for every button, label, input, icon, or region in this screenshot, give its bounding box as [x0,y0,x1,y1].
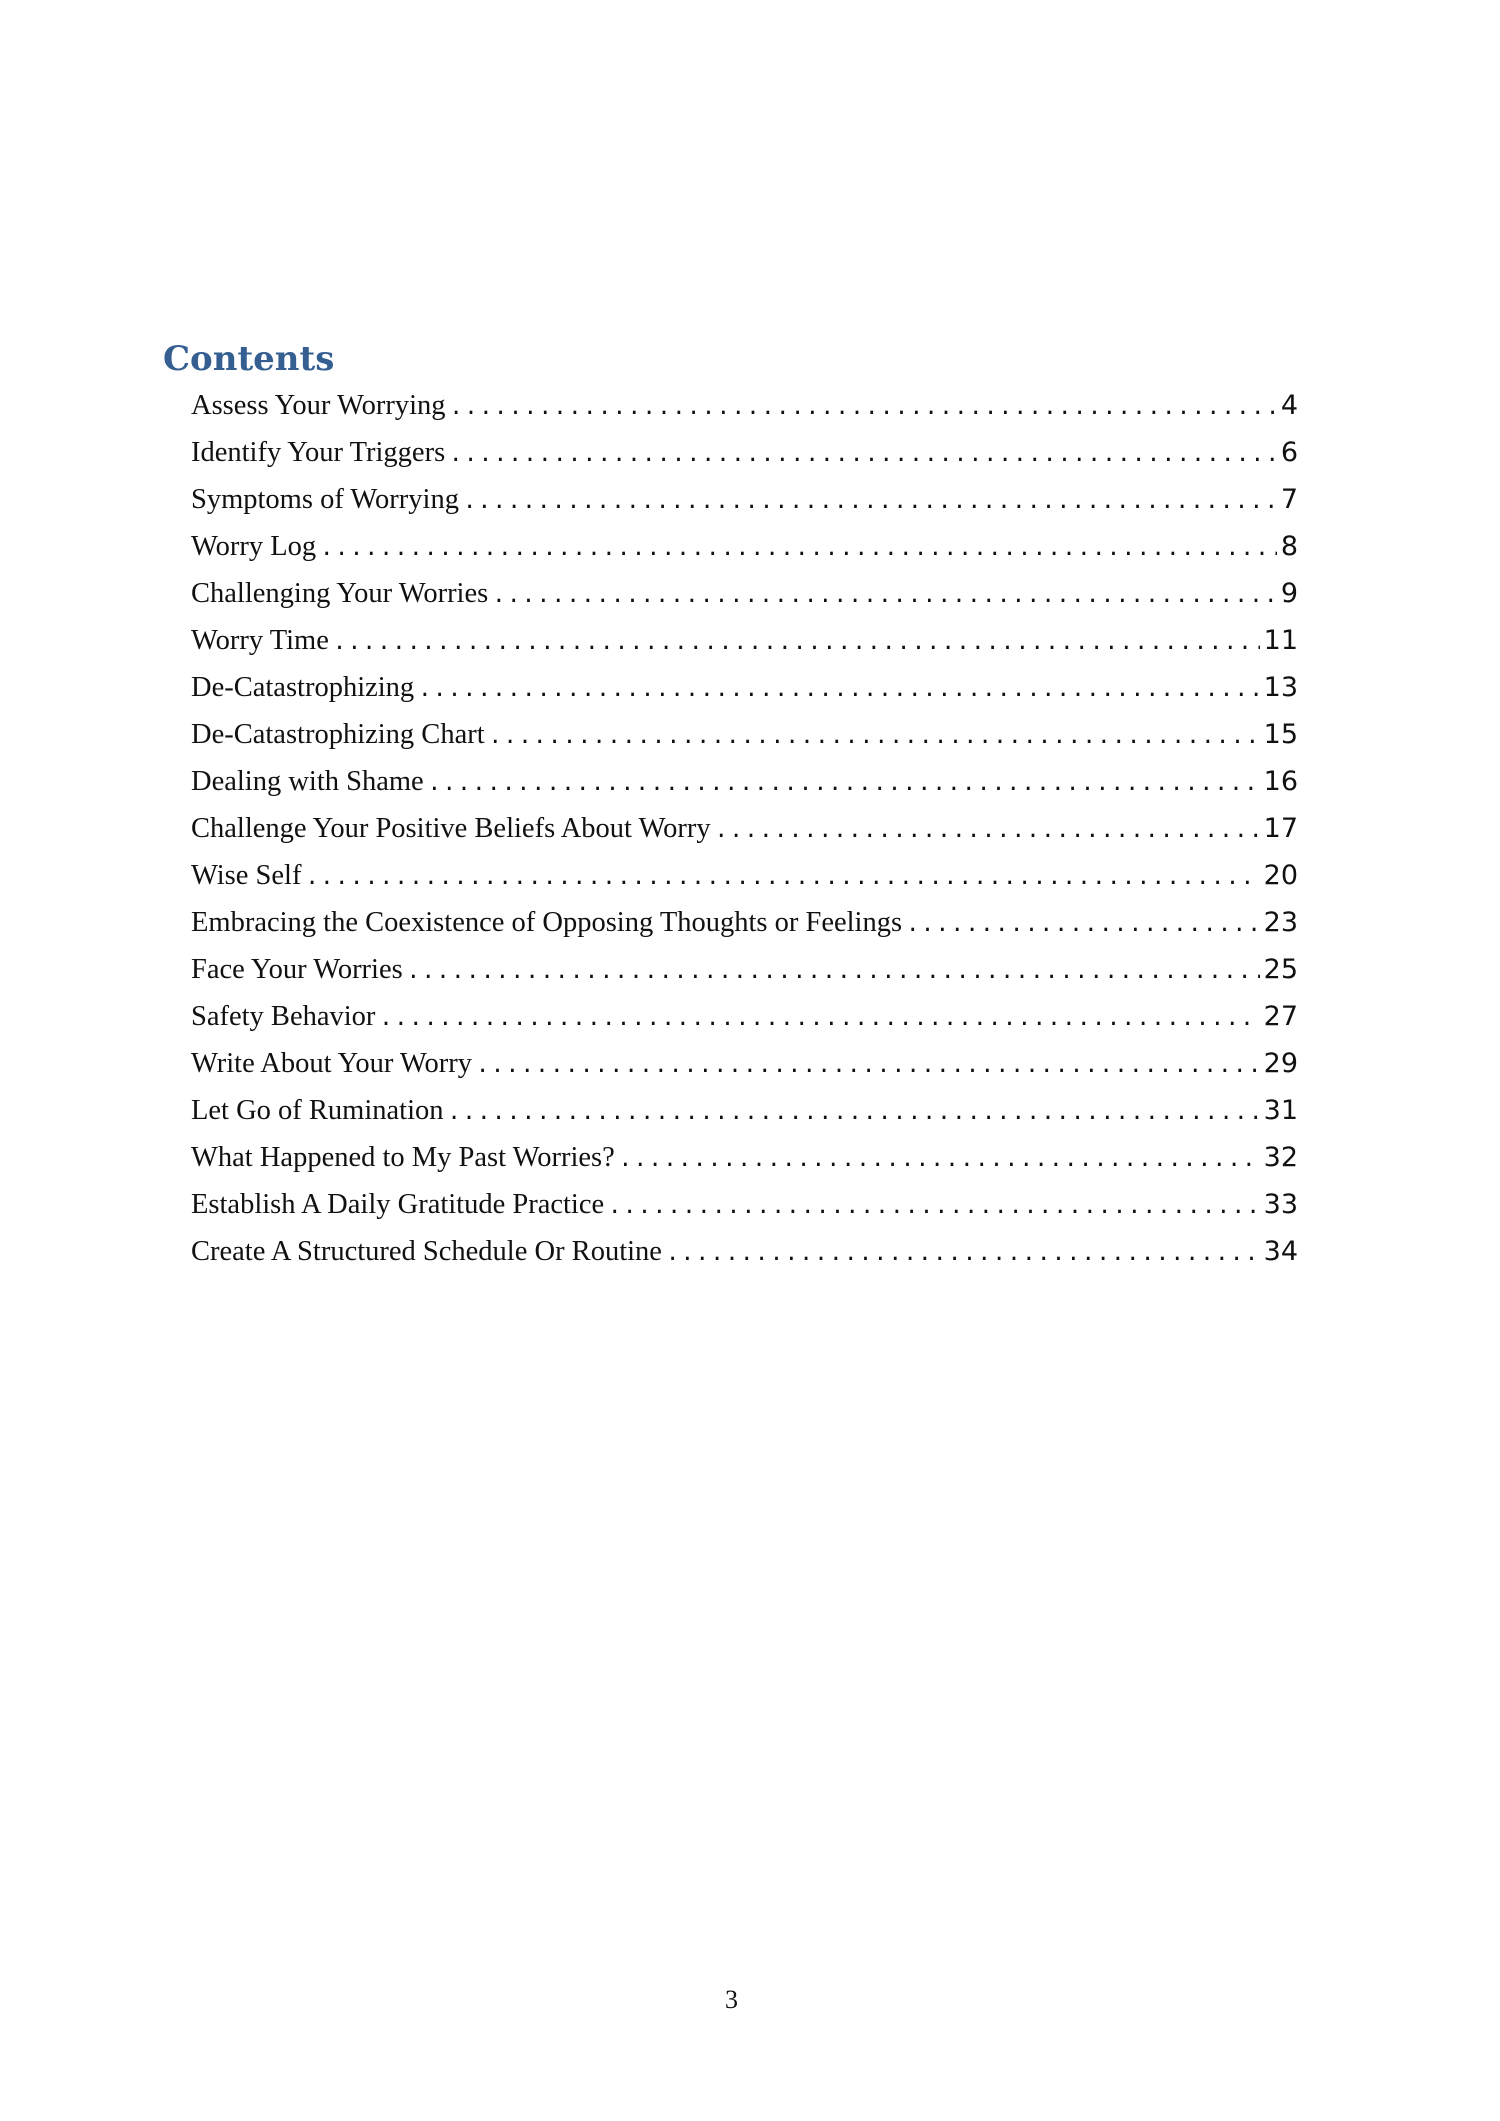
toc-entry-title: Safety Behavior [191,1001,376,1032]
toc-entry-page: 20 [1263,860,1298,891]
toc-entry[interactable] [191,1181,1298,1228]
toc-dot-leader [492,572,1277,619]
toc-entry-page: 34 [1263,1236,1298,1267]
toc-entry[interactable] [191,429,1298,476]
toc-dot-leader [666,1230,1260,1277]
toc-entry-page: 8 [1280,531,1298,562]
toc-entry-title: Let Go of Rumination [191,1095,444,1126]
toc-entry-page: 6 [1280,437,1298,468]
toc-entry[interactable] [191,805,1298,852]
toc-dot-leader [450,384,1277,431]
toc-entry[interactable] [191,1087,1298,1134]
toc-entry[interactable] [191,476,1298,523]
toc-entry[interactable] [191,523,1298,570]
toc-entry-title: Worry Log [191,531,317,562]
toc-dot-leader [428,760,1260,807]
toc-entry[interactable] [191,664,1298,711]
toc-heading: Contents [163,339,335,379]
toc-entry-page: 11 [1263,625,1298,656]
toc-entry-page: 9 [1280,578,1298,609]
toc-entry-title: Write About Your Worry [191,1048,473,1079]
toc-entry-page: 29 [1263,1048,1298,1079]
toc-dot-leader [489,713,1260,760]
toc-dot-leader [715,807,1260,854]
table-of-contents [191,382,1298,1275]
toc-entry-title: Establish A Daily Gratitude Practice [191,1189,605,1220]
toc-entry-page: 13 [1263,672,1298,703]
toc-entry-title: De-Catastrophizing Chart [191,719,485,750]
toc-dot-leader [407,948,1260,995]
toc-entry-page: 16 [1263,766,1298,797]
toc-entry[interactable] [191,570,1298,617]
toc-dot-leader [379,995,1259,1042]
toc-entry-title: Assess Your Worrying [191,390,446,421]
toc-entry-title: Identify Your Triggers [191,437,446,468]
toc-entry-page: 4 [1280,390,1298,421]
toc-entry-title: Challenging Your Worries [191,578,489,609]
toc-entry-title: Embracing the Coexistence of Opposing Thoughts or Feelings [191,907,903,938]
toc-dot-leader [449,431,1277,478]
toc-dot-leader [333,619,1260,666]
toc-entry-title: Worry Time [191,625,329,656]
toc-dot-leader [619,1136,1260,1183]
toc-entry-page: 25 [1263,954,1298,985]
toc-entry[interactable] [191,1228,1298,1275]
toc-entry-title: Symptoms of Worrying [191,484,459,515]
toc-entry-page: 31 [1263,1095,1298,1126]
toc-entry-title: Wise Self [191,860,302,891]
toc-dot-leader [418,666,1259,713]
toc-entry[interactable] [191,899,1298,946]
toc-entry-title: Dealing with Shame [191,766,424,797]
toc-entry-title: Create A Structured Schedule Or Routine [191,1236,662,1267]
toc-entry[interactable] [191,617,1298,664]
toc-entry-title: What Happened to My Past Worries? [191,1142,615,1173]
page-number: 3 [725,1985,738,2014]
toc-dot-leader [608,1183,1259,1230]
toc-entry-page: 33 [1263,1189,1298,1220]
toc-entry[interactable] [191,993,1298,1040]
toc-entry-title: Challenge Your Positive Beliefs About Worry [191,813,711,844]
toc-entry-page: 27 [1263,1001,1298,1032]
toc-dot-leader [476,1042,1260,1089]
toc-dot-leader [448,1089,1260,1136]
toc-entry[interactable] [191,758,1298,805]
toc-entry-title: Face Your Worries [191,954,403,985]
toc-entry-title: De-Catastrophizing [191,672,415,703]
toc-entry-page: 32 [1263,1142,1298,1173]
toc-entry-page: 17 [1263,813,1298,844]
toc-dot-leader [305,854,1259,901]
toc-entry[interactable] [191,382,1298,429]
toc-dot-leader [906,901,1260,948]
toc-dot-leader [320,525,1277,572]
toc-entry-page: 23 [1263,907,1298,938]
toc-entry[interactable] [191,1134,1298,1181]
toc-entry[interactable] [191,946,1298,993]
toc-entry-page: 7 [1280,484,1298,515]
toc-entry[interactable] [191,1040,1298,1087]
toc-entry[interactable] [191,711,1298,758]
toc-entry-page: 15 [1263,719,1298,750]
toc-entry[interactable] [191,852,1298,899]
toc-dot-leader [463,478,1277,525]
